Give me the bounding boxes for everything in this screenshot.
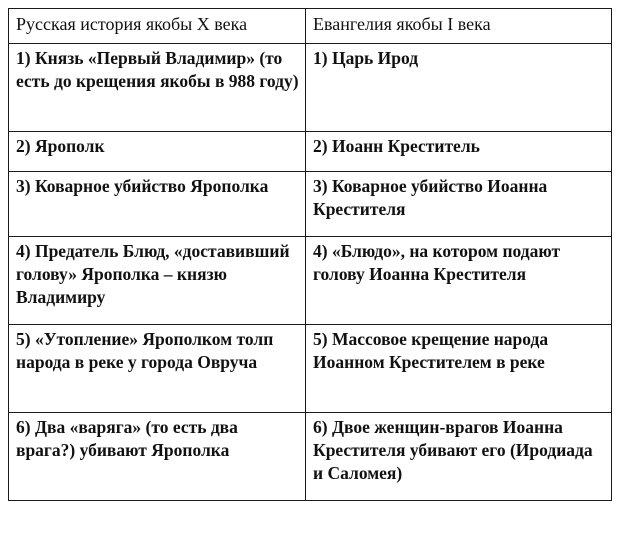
cell-left: 5) «Утопление» Ярополком толп народа в реке у города Овруча — [9, 325, 306, 413]
cell-right: 5) Массовое крещение народа Иоанном Крестителем в реке — [306, 325, 612, 413]
cell-left: 3) Коварное убийство Ярополка — [9, 172, 306, 237]
table-row — [9, 44, 612, 132]
cell-right: 1) Царь Ирод — [306, 44, 612, 132]
table-row — [9, 325, 612, 413]
comparison-table — [8, 8, 612, 501]
cell-right: 4) «Блюдо», на котором подают голову Иоанна Крестителя — [306, 237, 612, 325]
table-row — [9, 237, 612, 325]
cell-left: 2) Ярополк — [9, 132, 306, 172]
cell-left: 6) Два «варяга» (то есть два врага?) убивают Ярополка — [9, 413, 306, 501]
cell-left: 1) Князь «Первый Владимир» (то есть до крещения якобы в 988 году) — [9, 44, 306, 132]
table-row — [9, 132, 612, 172]
table-header-row — [9, 9, 612, 44]
header-right: Евангелия якобы I века — [306, 9, 612, 44]
cell-left: 4) Предатель Блюд, «доставивший голову» Ярополка – князю Владимиру — [9, 237, 306, 325]
table-row — [9, 172, 612, 237]
cell-right: 3) Коварное убийство Иоанна Крестителя — [306, 172, 612, 237]
table-row — [9, 413, 612, 501]
header-left: Русская история якобы X века — [9, 9, 306, 44]
cell-right: 6) Двое женщин-врагов Иоанна Крестителя убивают его (Иродиада и Саломея) — [306, 413, 612, 501]
cell-right: 2) Иоанн Креститель — [306, 132, 612, 172]
